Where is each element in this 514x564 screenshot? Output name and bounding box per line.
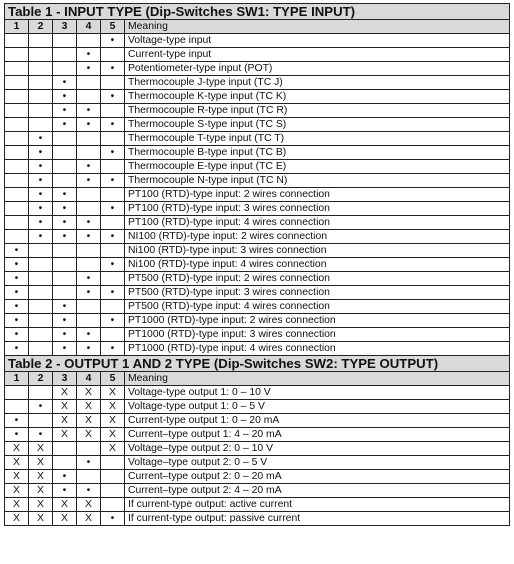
switch-cell-2	[29, 48, 53, 62]
switch-cell-4	[77, 146, 101, 160]
meaning-cell: If current-type output: passive current	[125, 512, 510, 526]
meaning-cell: If current-type output: active current	[125, 498, 510, 512]
switch-cell-2: X	[29, 512, 53, 526]
switch-cell-2	[29, 314, 53, 328]
switch-cell-4: •	[77, 286, 101, 300]
switch-cell-3: X	[53, 512, 77, 526]
switch-cell-1: •	[5, 328, 29, 342]
table-row	[5, 76, 510, 90]
switch-cell-2: •	[29, 174, 53, 188]
switch-cell-5	[101, 188, 125, 202]
switch-cell-3	[53, 174, 77, 188]
switch-cell-4: X	[77, 512, 101, 526]
switch-cell-2: •	[29, 146, 53, 160]
switch-cell-1: •	[5, 258, 29, 272]
switch-cell-4: •	[77, 118, 101, 132]
meaning-cell: Voltage-type input	[125, 34, 510, 48]
switch-cell-2: •	[29, 230, 53, 244]
switch-cell-3: •	[53, 470, 77, 484]
switch-cell-4: •	[77, 216, 101, 230]
switch-cell-4: •	[77, 160, 101, 174]
table-row	[5, 104, 510, 118]
switch-cell-3: X	[53, 386, 77, 400]
table-row	[5, 118, 510, 132]
switch-cell-2	[29, 342, 53, 356]
switch-cell-1: •	[5, 272, 29, 286]
switch-cell-5: •	[101, 90, 125, 104]
meaning-cell: Thermocouple E-type input (TC E)	[125, 160, 510, 174]
switch-cell-5	[101, 498, 125, 512]
switch-cell-3: •	[53, 230, 77, 244]
meaning-cell: Thermocouple J-type input (TC J)	[125, 76, 510, 90]
switch-cell-2	[29, 286, 53, 300]
table1-header-row	[5, 20, 510, 34]
switch-cell-3	[53, 286, 77, 300]
table-row	[5, 386, 510, 400]
switch-cell-3: •	[53, 300, 77, 314]
switch-cell-4: •	[77, 272, 101, 286]
switch-cell-5	[101, 484, 125, 498]
switch-cell-3: •	[53, 328, 77, 342]
switch-cell-5: X	[101, 400, 125, 414]
switch-cell-5: •	[101, 342, 125, 356]
table-row	[5, 62, 510, 76]
switch-cell-3	[53, 34, 77, 48]
switch-cell-2	[29, 300, 53, 314]
table-row	[5, 414, 510, 428]
switch-cell-3: •	[53, 202, 77, 216]
switch-cell-3	[53, 244, 77, 258]
table2-title: Table 2 - OUTPUT 1 AND 2 TYPE (Dip-Switches SW2: TYPE OUTPUT)	[5, 356, 510, 372]
table2	[5, 356, 510, 526]
meaning-cell: Thermocouple B-type input (TC B)	[125, 146, 510, 160]
table1-header-meaning: Meaning	[125, 20, 510, 34]
table1-title-row	[5, 4, 510, 20]
switch-cell-4: •	[77, 456, 101, 470]
switch-cell-1: X	[5, 498, 29, 512]
switch-cell-1	[5, 386, 29, 400]
switch-cell-4: •	[77, 174, 101, 188]
switch-cell-2: X	[29, 498, 53, 512]
meaning-cell: Current–type output 2: 0 – 20 mA	[125, 470, 510, 484]
switch-cell-1	[5, 400, 29, 414]
switch-cell-4	[77, 470, 101, 484]
switch-cell-4: X	[77, 414, 101, 428]
table-row	[5, 202, 510, 216]
switch-cell-4: X	[77, 386, 101, 400]
switch-cell-2: •	[29, 160, 53, 174]
switch-cell-4	[77, 188, 101, 202]
switch-cell-2: •	[29, 216, 53, 230]
table-row	[5, 132, 510, 146]
switch-cell-2	[29, 414, 53, 428]
switch-cell-1: •	[5, 414, 29, 428]
table-row	[5, 470, 510, 484]
meaning-cell: PT100 (RTD)-type input: 2 wires connection	[125, 188, 510, 202]
switch-cell-4	[77, 442, 101, 456]
switch-cell-5: •	[101, 512, 125, 526]
meaning-cell: Ni100 (RTD)-type input: 4 wires connection	[125, 258, 510, 272]
switch-cell-1	[5, 174, 29, 188]
switch-cell-4: •	[77, 230, 101, 244]
switch-cell-4	[77, 76, 101, 90]
table2-title-row	[5, 356, 510, 372]
switch-cell-5	[101, 456, 125, 470]
table-row	[5, 300, 510, 314]
switch-cell-4: •	[77, 342, 101, 356]
table-row	[5, 258, 510, 272]
switch-cell-5	[101, 272, 125, 286]
switch-cell-4	[77, 244, 101, 258]
switch-cell-1: •	[5, 342, 29, 356]
switch-cell-3	[53, 442, 77, 456]
switch-cell-3	[53, 456, 77, 470]
switch-cell-1	[5, 90, 29, 104]
switch-cell-1	[5, 188, 29, 202]
switch-cell-5: X	[101, 386, 125, 400]
switch-cell-3: •	[53, 118, 77, 132]
table-row	[5, 498, 510, 512]
switch-cell-4: •	[77, 484, 101, 498]
switch-cell-5: •	[101, 286, 125, 300]
table-row	[5, 90, 510, 104]
table-row	[5, 286, 510, 300]
switch-cell-2: X	[29, 456, 53, 470]
switch-cell-5: •	[101, 62, 125, 76]
switch-cell-3: •	[53, 342, 77, 356]
switch-cell-2: X	[29, 484, 53, 498]
table-row	[5, 174, 510, 188]
table2-header-sw2: 2	[29, 372, 53, 386]
switch-cell-3	[53, 272, 77, 286]
table-row	[5, 160, 510, 174]
meaning-cell: PT100 (RTD)-type input: 3 wires connection	[125, 202, 510, 216]
switch-cell-5	[101, 76, 125, 90]
table2-header-meaning: Meaning	[125, 372, 510, 386]
table1-header-sw2: 2	[29, 20, 53, 34]
meaning-cell: Voltage–type output 2: 0 – 10 V	[125, 442, 510, 456]
switch-cell-3: •	[53, 484, 77, 498]
meaning-cell: Voltage-type output 1: 0 – 5 V	[125, 400, 510, 414]
switch-cell-1	[5, 118, 29, 132]
switch-cell-5	[101, 160, 125, 174]
switch-cell-4: X	[77, 498, 101, 512]
table-row	[5, 428, 510, 442]
switch-cell-3: X	[53, 400, 77, 414]
table-row	[5, 146, 510, 160]
table1	[5, 4, 510, 356]
table-row	[5, 314, 510, 328]
switch-cell-3	[53, 48, 77, 62]
switch-cell-2	[29, 272, 53, 286]
meaning-cell: Thermocouple N-type input (TC N)	[125, 174, 510, 188]
switch-cell-2	[29, 244, 53, 258]
switch-cell-2: •	[29, 202, 53, 216]
switch-cell-1	[5, 160, 29, 174]
switch-cell-1	[5, 62, 29, 76]
meaning-cell: PT500 (RTD)-type input: 2 wires connection	[125, 272, 510, 286]
switch-cell-3: •	[53, 216, 77, 230]
table2-header-sw4: 4	[77, 372, 101, 386]
switch-cell-4: X	[77, 400, 101, 414]
switch-cell-5	[101, 300, 125, 314]
switch-cell-1: •	[5, 300, 29, 314]
switch-cell-1	[5, 34, 29, 48]
meaning-cell: PT1000 (RTD)-type input: 2 wires connection	[125, 314, 510, 328]
switch-cell-1	[5, 146, 29, 160]
switch-cell-2	[29, 258, 53, 272]
meaning-cell: Current-type input	[125, 48, 510, 62]
switch-cell-1: X	[5, 456, 29, 470]
meaning-cell: Current–type output 1: 4 – 20 mA	[125, 428, 510, 442]
switch-cell-3	[53, 258, 77, 272]
switch-cell-4: •	[77, 48, 101, 62]
meaning-cell: Voltage–type output 2: 0 – 5 V	[125, 456, 510, 470]
switch-cell-3: X	[53, 498, 77, 512]
switch-cell-3: •	[53, 314, 77, 328]
switch-cell-3	[53, 62, 77, 76]
switch-cell-4	[77, 132, 101, 146]
table1-header-sw3: 3	[53, 20, 77, 34]
table-row	[5, 230, 510, 244]
switch-cell-1: •	[5, 244, 29, 258]
switch-cell-1	[5, 202, 29, 216]
switch-cell-2	[29, 328, 53, 342]
switch-cell-2	[29, 118, 53, 132]
table1-title: Table 1 - INPUT TYPE (Dip-Switches SW1: TYPE INPUT)	[5, 4, 510, 20]
switch-cell-5	[101, 470, 125, 484]
table-row	[5, 272, 510, 286]
table-row	[5, 244, 510, 258]
switch-cell-3: X	[53, 414, 77, 428]
switch-cell-1	[5, 76, 29, 90]
meaning-cell: PT1000 (RTD)-type input: 4 wires connection	[125, 342, 510, 356]
table-row	[5, 216, 510, 230]
table-row	[5, 188, 510, 202]
meaning-cell: Voltage-type output 1: 0 – 10 V	[125, 386, 510, 400]
table2-header-sw5: 5	[101, 372, 125, 386]
switch-cell-3	[53, 146, 77, 160]
switch-cell-3: •	[53, 76, 77, 90]
switch-cell-4: •	[77, 328, 101, 342]
switch-cell-3: •	[53, 188, 77, 202]
switch-cell-5: X	[101, 414, 125, 428]
switch-cell-2	[29, 76, 53, 90]
switch-cell-1: X	[5, 512, 29, 526]
table-row	[5, 342, 510, 356]
table1-header-sw5: 5	[101, 20, 125, 34]
switch-cell-5	[101, 244, 125, 258]
meaning-cell: Potentiometer-type input (POT)	[125, 62, 510, 76]
switch-cell-1: •	[5, 314, 29, 328]
switch-cell-1	[5, 132, 29, 146]
table-row	[5, 512, 510, 526]
switch-cell-5	[101, 48, 125, 62]
switch-cell-2	[29, 90, 53, 104]
switch-cell-2: •	[29, 132, 53, 146]
table2-header-sw3: 3	[53, 372, 77, 386]
switch-cell-1: •	[5, 286, 29, 300]
switch-cell-1	[5, 104, 29, 118]
switch-cell-5: •	[101, 258, 125, 272]
meaning-cell: Ni100 (RTD)-type input: 3 wires connection	[125, 244, 510, 258]
switch-cell-4	[77, 314, 101, 328]
switch-cell-2: •	[29, 428, 53, 442]
meaning-cell: NI100 (RTD)-type input: 2 wires connection	[125, 230, 510, 244]
switch-cell-5: •	[101, 146, 125, 160]
meaning-cell: PT1000 (RTD)-type input: 3 wires connection	[125, 328, 510, 342]
meaning-cell: PT100 (RTD)-type input: 4 wires connection	[125, 216, 510, 230]
switch-cell-2: X	[29, 470, 53, 484]
switch-cell-5: X	[101, 442, 125, 456]
meaning-cell: PT500 (RTD)-type input: 4 wires connection	[125, 300, 510, 314]
switch-cell-2: •	[29, 188, 53, 202]
switch-cell-5: •	[101, 314, 125, 328]
switch-cell-4	[77, 258, 101, 272]
switch-cell-1: X	[5, 470, 29, 484]
dip-switch-tables	[4, 3, 510, 526]
table-row	[5, 400, 510, 414]
switch-cell-2	[29, 104, 53, 118]
switch-cell-2	[29, 386, 53, 400]
meaning-cell: Thermocouple R-type input (TC R)	[125, 104, 510, 118]
switch-cell-5: •	[101, 34, 125, 48]
switch-cell-2: •	[29, 400, 53, 414]
table-row	[5, 34, 510, 48]
table2-header-sw1: 1	[5, 372, 29, 386]
table-row	[5, 442, 510, 456]
switch-cell-1	[5, 230, 29, 244]
switch-cell-2	[29, 62, 53, 76]
meaning-cell: Current-type output 1: 0 – 20 mA	[125, 414, 510, 428]
switch-cell-1: X	[5, 442, 29, 456]
switch-cell-5	[101, 132, 125, 146]
switch-cell-4	[77, 90, 101, 104]
table2-header-row	[5, 372, 510, 386]
switch-cell-5	[101, 328, 125, 342]
meaning-cell: PT500 (RTD)-type input: 3 wires connection	[125, 286, 510, 300]
meaning-cell: Current–type output 2: 4 – 20 mA	[125, 484, 510, 498]
switch-cell-5: •	[101, 230, 125, 244]
switch-cell-1: •	[5, 428, 29, 442]
switch-cell-5	[101, 216, 125, 230]
table-row	[5, 456, 510, 470]
switch-cell-3: •	[53, 104, 77, 118]
table1-header-sw4: 4	[77, 20, 101, 34]
table-row	[5, 48, 510, 62]
switch-cell-5: •	[101, 118, 125, 132]
switch-cell-4	[77, 202, 101, 216]
switch-cell-3: •	[53, 90, 77, 104]
switch-cell-5: X	[101, 428, 125, 442]
switch-cell-4: X	[77, 428, 101, 442]
switch-cell-4	[77, 34, 101, 48]
switch-cell-3: X	[53, 428, 77, 442]
switch-cell-1	[5, 216, 29, 230]
switch-cell-4	[77, 300, 101, 314]
switch-cell-2: X	[29, 442, 53, 456]
switch-cell-1	[5, 48, 29, 62]
table-row	[5, 328, 510, 342]
meaning-cell: Thermocouple T-type input (TC T)	[125, 132, 510, 146]
switch-cell-3	[53, 132, 77, 146]
switch-cell-2	[29, 34, 53, 48]
switch-cell-5	[101, 104, 125, 118]
switch-cell-3	[53, 160, 77, 174]
meaning-cell: Thermocouple K-type input (TC K)	[125, 90, 510, 104]
switch-cell-5: •	[101, 202, 125, 216]
switch-cell-5: •	[101, 174, 125, 188]
switch-cell-1: X	[5, 484, 29, 498]
meaning-cell: Thermocouple S-type input (TC S)	[125, 118, 510, 132]
switch-cell-4: •	[77, 104, 101, 118]
switch-cell-4: •	[77, 62, 101, 76]
table1-header-sw1: 1	[5, 20, 29, 34]
table-row	[5, 484, 510, 498]
